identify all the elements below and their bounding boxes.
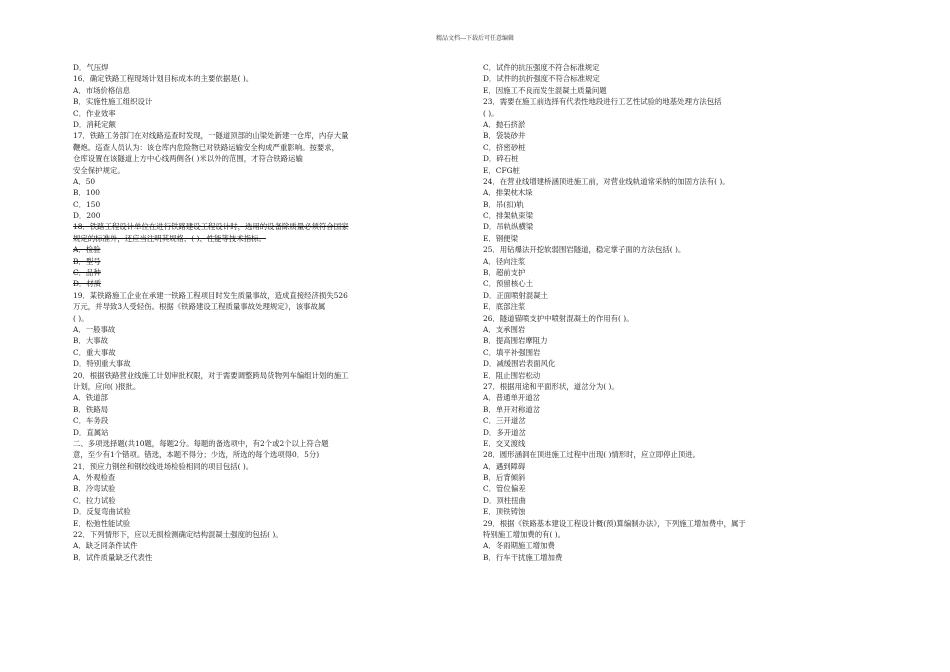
text-line: D．碎石桩 — [483, 154, 519, 164]
text-line: 仓库设置在该隧道上方中心线两侧各( )米以外的范围，才符合铁路运输 — [73, 154, 303, 164]
text-line: 17．铁路工务部门在对线路巡查时发现，一隧道顶部的山梁处新建一仓库，内存大量 — [73, 131, 349, 141]
text-line: 27．根据用途和平面形状，道岔分为( )。 — [483, 381, 619, 391]
text-line: A．径向注浆 — [483, 256, 526, 266]
text-line: C．品种 — [73, 268, 101, 278]
text-line: 20．根据铁路营业线施工计划审批权限，对于需要调整跨局货物列车编组计划的施工 — [73, 370, 349, 380]
text-line: D．消耗定额 — [73, 119, 116, 129]
text-line: A．排架枕木垛 — [483, 188, 533, 198]
text-line: C．挤密砂桩 — [483, 142, 526, 152]
text-line: D．气压焊 — [73, 63, 109, 72]
text-line: A．检验 — [73, 245, 101, 255]
text-line: B．100 — [73, 188, 100, 198]
text-line: 意，至少有1个错项。错选，本题不得分；少选，所选的每个选项得0．5分) — [73, 450, 320, 460]
text-line: B．单开对称道岔 — [483, 404, 541, 414]
text-line: D．反复弯曲试验 — [73, 507, 131, 517]
text-line: ( )。 — [483, 108, 499, 118]
text-line: 28．圆形涵洞在顶进施工过程中出现( )情形时，应立即停止顶进。 — [483, 450, 701, 460]
text-line: 24．在营业线增建桥涵顶进施工前，对营业线轨道常采纳的加固方法有( )。 — [483, 176, 730, 186]
text-line: A．遇到障碍 — [483, 461, 526, 471]
left-column — [73, 62, 393, 563]
text-line: B．大事故 — [73, 336, 108, 346]
text-line: A．外观检查 — [73, 473, 116, 483]
text-line: C．150 — [73, 199, 101, 209]
text-line: 特别施工增加费的有( )。 — [483, 530, 566, 540]
text-line: B．行车干扰施工增加费 — [483, 552, 563, 562]
text-line: 18．铁路工程设计单位在进行铁路建设工程设计时，选用的设备除质量必须符合国家 — [73, 222, 349, 232]
text-line: E．阻止围岩松动 — [483, 370, 541, 380]
text-line: C．填平补强围岩 — [483, 347, 541, 357]
text-line: E．顶铁铸蚀 — [483, 507, 526, 517]
text-line: C．作业效率 — [73, 108, 116, 118]
text-line: 计划，应向( )报批。 — [73, 381, 141, 391]
text-line: C．预留核心土 — [483, 279, 533, 289]
text-line: B．吊(扣)轨 — [483, 199, 524, 209]
text-line: C．重大事故 — [73, 347, 116, 357]
text-line: B．试件质量缺乏代表性 — [73, 552, 153, 562]
text-line: ( )。 — [73, 313, 89, 323]
text-line: 二、多项选择题(共10题，每题2分。每题的备选项中，有2个或2个以上符合题 — [73, 438, 329, 448]
text-line: C．拉力试验 — [73, 495, 116, 505]
text-line: C．排架轨束梁 — [483, 211, 533, 221]
text-line: B．后背倾斜 — [483, 473, 526, 483]
page-header: 精品文档---下载后可任意编辑 — [435, 35, 515, 42]
text-line: A．普通单开道岔 — [483, 393, 541, 403]
text-line: B．冷弯试验 — [73, 484, 116, 494]
text-line: 23．需要在施工前选择有代表性地段进行工艺性试验的地基处理方法包括 — [483, 97, 722, 107]
text-line: D．顶柱扭曲 — [483, 495, 526, 505]
text-line: 22．下列情形下，应以无损检测确定结构混凝土强度的包括( )。 — [73, 530, 283, 540]
text-line: C．车务段 — [73, 416, 109, 426]
text-line: C．三开道岔 — [483, 416, 526, 426]
text-line: C．管位偏差 — [483, 484, 526, 494]
text-line: 鞭炮。巡查人员认为：该仓库内危险物已对铁路运输安全构成严重影响。按要求， — [73, 142, 340, 152]
text-line: A．冬雨期施工增加费 — [483, 541, 555, 551]
text-line: E．松弛性能试验 — [73, 518, 131, 528]
text-line: A．缺乏同条件试件 — [73, 541, 138, 551]
text-line: 19．某铁路施工企业在承建一铁路工程项目时发生质量事故，造成直接经济损失526 — [73, 290, 348, 300]
text-line: D．材质 — [73, 279, 102, 289]
text-line: A．50 — [73, 176, 96, 186]
text-line: 规定的标准外，还应当注明其规格、( )、性能等技术指标。 — [73, 233, 266, 243]
text-line: D．吊轨纵横梁 — [483, 222, 534, 232]
text-line: E．CFG桩 — [483, 165, 520, 175]
text-line: B．超前支护 — [483, 268, 526, 278]
text-line: D．特别重大事故 — [73, 359, 131, 369]
text-line: 25．用钻爆法开挖软弱围岩隧道，稳定掌子面的方法包括( )。 — [483, 245, 686, 255]
text-line: 21．预应力钢丝和钢绞线进场检验相同的项目包括( )。 — [73, 461, 254, 471]
text-line: D．减缓围岩表面风化 — [483, 359, 556, 369]
text-line: 万元，并导致3人受轻伤。根据《铁路建设工程质量事故处理规定》，该事故属 — [73, 302, 326, 312]
text-line: A．支承围岩 — [483, 324, 526, 334]
text-line: A．市场价格信息 — [73, 85, 131, 95]
text-line: A．铁道部 — [73, 393, 108, 403]
text-line: E．因施工不良而发生混凝土质量问题 — [483, 85, 607, 95]
text-line: D．正面喷射混凝土 — [483, 290, 549, 300]
text-line: D．直属站 — [73, 427, 109, 437]
text-line: B．铁路局 — [73, 404, 108, 414]
text-line: D．试件的抗折强度不符合标准规定 — [483, 74, 600, 84]
text-line: 安全保护规定。 — [73, 165, 125, 175]
text-line: A．一般事故 — [73, 324, 116, 334]
text-line: 16．确定铁路工程现场计划目标成本的主要依据是( )。 — [73, 74, 254, 84]
text-line: 29．根据《铁路基本建设工程设计概(预)算编制办法》，下列施工增加费中，属于 — [483, 518, 746, 528]
text-line: E．交叉渡线 — [483, 438, 526, 448]
text-line: A．抛石挤淤 — [483, 119, 526, 129]
text-line: C．试件的抗压强度不符合标准规定 — [483, 63, 600, 72]
text-line: D．200 — [73, 211, 101, 221]
text-line: E．钢便梁 — [483, 233, 518, 243]
text-line: E．底部注浆 — [483, 302, 526, 312]
text-line: B．实施性施工组织设计 — [73, 97, 153, 107]
text-line: D．多开道岔 — [483, 427, 526, 437]
text-line: B．袋装砂井 — [483, 131, 526, 141]
right-column — [483, 62, 803, 563]
text-line: B．提高围岩摩阻力 — [483, 336, 548, 346]
text-line: 26．隧道锚喷支护中喷射混凝土的作用有( )。 — [483, 313, 634, 323]
text-line: B．型号 — [73, 256, 101, 266]
